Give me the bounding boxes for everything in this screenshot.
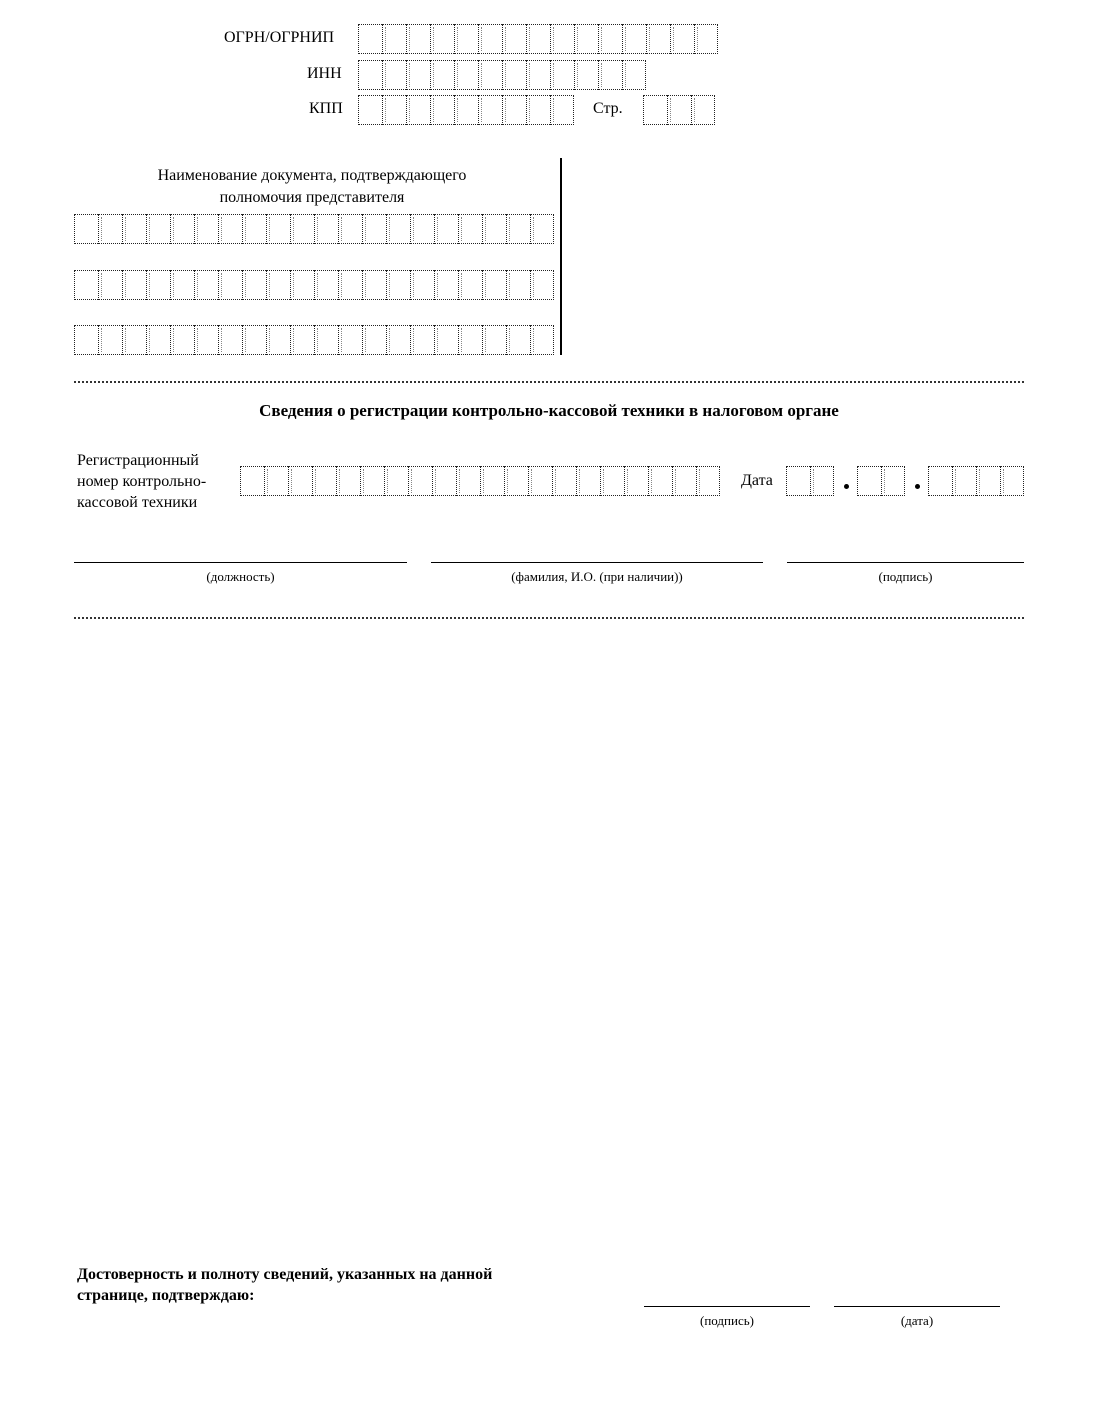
char-cell[interactable] xyxy=(458,270,482,300)
confirmation-text xyxy=(77,1264,492,1306)
date-separator-dot xyxy=(844,484,849,489)
char-cell[interactable] xyxy=(643,95,667,125)
char-cell[interactable] xyxy=(434,270,458,300)
page-number-input[interactable] xyxy=(643,95,715,125)
char-cell[interactable] xyxy=(122,214,146,244)
char-cell[interactable] xyxy=(194,325,218,355)
kpp-input[interactable] xyxy=(358,95,574,125)
char-cell[interactable] xyxy=(598,60,622,90)
char-cell[interactable] xyxy=(952,466,976,496)
char-cell[interactable] xyxy=(264,466,288,496)
char-cell[interactable] xyxy=(646,24,670,54)
char-cell[interactable] xyxy=(410,214,434,244)
char-cell[interactable] xyxy=(218,270,242,300)
char-cell[interactable] xyxy=(786,466,810,496)
char-cell[interactable] xyxy=(170,214,194,244)
char-cell[interactable] xyxy=(430,60,454,90)
char-cell[interactable] xyxy=(122,325,146,355)
footer-signature-caption: (подпись) xyxy=(700,1313,754,1328)
char-cell[interactable] xyxy=(550,95,574,125)
char-cell[interactable] xyxy=(530,270,554,300)
char-cell[interactable] xyxy=(410,270,434,300)
char-cell[interactable] xyxy=(667,95,691,125)
char-cell[interactable] xyxy=(312,466,336,496)
char-cell[interactable] xyxy=(406,60,430,90)
char-cell[interactable] xyxy=(360,466,384,496)
char-cell[interactable] xyxy=(290,214,314,244)
char-cell[interactable] xyxy=(218,325,242,355)
char-cell[interactable] xyxy=(362,325,386,355)
char-cell[interactable] xyxy=(502,95,526,125)
char-cell[interactable] xyxy=(648,466,672,496)
char-cell[interactable] xyxy=(98,270,122,300)
char-cell[interactable] xyxy=(382,60,406,90)
char-cell[interactable] xyxy=(98,325,122,355)
char-cell[interactable] xyxy=(314,214,338,244)
char-cell[interactable] xyxy=(242,270,266,300)
char-cell[interactable] xyxy=(408,466,432,496)
char-cell[interactable] xyxy=(526,60,550,90)
char-cell[interactable] xyxy=(506,325,530,355)
char-cell[interactable] xyxy=(74,325,98,355)
char-cell[interactable] xyxy=(458,214,482,244)
char-cell[interactable] xyxy=(122,270,146,300)
char-cell[interactable] xyxy=(506,214,530,244)
char-cell[interactable] xyxy=(314,270,338,300)
confirmation-line1: Достоверность и полноту сведений, указанных на данной xyxy=(77,1266,493,1283)
reg-number-label xyxy=(77,450,206,513)
footer-date-line[interactable] xyxy=(834,1306,1000,1307)
char-cell[interactable] xyxy=(432,466,456,496)
char-cell[interactable] xyxy=(454,24,478,54)
char-cell[interactable] xyxy=(530,325,554,355)
char-cell[interactable] xyxy=(194,214,218,244)
char-cell[interactable] xyxy=(362,270,386,300)
char-cell[interactable] xyxy=(74,214,98,244)
section-separator-bottom xyxy=(74,617,1024,619)
char-cell[interactable] xyxy=(386,325,410,355)
char-cell[interactable] xyxy=(74,270,98,300)
char-cell[interactable] xyxy=(146,214,170,244)
char-cell[interactable] xyxy=(338,214,362,244)
char-cell[interactable] xyxy=(434,325,458,355)
char-cell[interactable] xyxy=(454,95,478,125)
char-cell[interactable] xyxy=(170,270,194,300)
char-cell[interactable] xyxy=(576,466,600,496)
char-cell[interactable] xyxy=(504,466,528,496)
signature-line[interactable] xyxy=(787,562,1024,563)
char-cell[interactable] xyxy=(502,24,526,54)
kpp-label: КПП xyxy=(309,100,343,117)
char-cell[interactable] xyxy=(242,214,266,244)
inn-label: ИНН xyxy=(307,65,342,82)
char-cell[interactable] xyxy=(482,214,506,244)
representative-doc-row-1[interactable] xyxy=(74,214,554,244)
char-cell[interactable] xyxy=(406,24,430,54)
char-cell[interactable] xyxy=(672,466,696,496)
char-cell[interactable] xyxy=(406,95,430,125)
char-cell[interactable] xyxy=(456,466,480,496)
reg-number-label-line3: кассовой техники xyxy=(77,494,198,511)
char-cell[interactable] xyxy=(386,214,410,244)
char-cell[interactable] xyxy=(502,60,526,90)
char-cell[interactable] xyxy=(290,270,314,300)
footer-signature-line[interactable] xyxy=(644,1306,810,1307)
char-cell[interactable] xyxy=(266,214,290,244)
date-year-input[interactable] xyxy=(928,466,1024,496)
char-cell[interactable] xyxy=(622,60,646,90)
name-caption: (фамилия, И.О. (при наличии)) xyxy=(511,569,683,584)
char-cell[interactable] xyxy=(338,270,362,300)
date-label: Дата xyxy=(741,472,773,489)
registration-heading: Сведения о регистрации контрольно-кассовой техники в налоговом органе xyxy=(259,401,839,420)
char-cell[interactable] xyxy=(242,325,266,355)
char-cell[interactable] xyxy=(218,214,242,244)
char-cell[interactable] xyxy=(482,325,506,355)
date-day-input[interactable] xyxy=(786,466,834,496)
char-cell[interactable] xyxy=(478,24,502,54)
name-line[interactable] xyxy=(431,562,763,563)
ogrn-input[interactable] xyxy=(358,24,718,54)
char-cell[interactable] xyxy=(598,24,622,54)
footer-date-caption: (дата) xyxy=(900,1313,934,1328)
char-cell[interactable] xyxy=(530,214,554,244)
char-cell[interactable] xyxy=(338,325,362,355)
char-cell[interactable] xyxy=(288,466,312,496)
char-cell[interactable] xyxy=(526,95,550,125)
position-caption: (должность) xyxy=(206,569,275,584)
reg-number-label-line2: номер контрольно- xyxy=(77,473,207,490)
char-cell[interactable] xyxy=(454,60,478,90)
date-month-input[interactable] xyxy=(857,466,905,496)
char-cell[interactable] xyxy=(266,270,290,300)
char-cell[interactable] xyxy=(550,24,574,54)
char-cell[interactable] xyxy=(480,466,504,496)
position-line[interactable] xyxy=(74,562,407,563)
char-cell[interactable] xyxy=(290,325,314,355)
char-cell[interactable] xyxy=(362,214,386,244)
section-separator-top xyxy=(74,381,1024,383)
date-separator-dot xyxy=(915,484,920,489)
char-cell[interactable] xyxy=(976,466,1000,496)
reg-number-label-line1: Регистрационный xyxy=(77,452,199,469)
char-cell[interactable] xyxy=(482,270,506,300)
char-cell[interactable] xyxy=(434,214,458,244)
char-cell[interactable] xyxy=(574,60,598,90)
representative-doc-title-line1: Наименование документа, подтверждающего xyxy=(157,167,467,184)
char-cell[interactable] xyxy=(386,270,410,300)
char-cell[interactable] xyxy=(146,270,170,300)
char-cell[interactable] xyxy=(670,24,694,54)
char-cell[interactable] xyxy=(336,466,360,496)
char-cell[interactable] xyxy=(430,95,454,125)
reg-number-input[interactable] xyxy=(240,466,720,496)
char-cell[interactable] xyxy=(694,24,718,54)
char-cell[interactable] xyxy=(170,325,194,355)
char-cell[interactable] xyxy=(358,24,382,54)
char-cell[interactable] xyxy=(624,466,648,496)
representative-doc-title-line2: полномочия представителя xyxy=(219,189,405,206)
char-cell[interactable] xyxy=(552,466,576,496)
inn-input[interactable] xyxy=(358,60,646,90)
signature-caption: (подпись) xyxy=(878,569,933,584)
char-cell[interactable] xyxy=(528,466,552,496)
char-cell[interactable] xyxy=(1000,466,1024,496)
char-cell[interactable] xyxy=(928,466,952,496)
char-cell[interactable] xyxy=(574,24,598,54)
char-cell[interactable] xyxy=(458,325,482,355)
char-cell[interactable] xyxy=(857,466,881,496)
char-cell[interactable] xyxy=(881,466,905,496)
char-cell[interactable] xyxy=(526,24,550,54)
char-cell[interactable] xyxy=(410,325,434,355)
char-cell[interactable] xyxy=(194,270,218,300)
char-cell[interactable] xyxy=(810,466,834,496)
confirmation-line2: странице, подтверждаю: xyxy=(77,1287,255,1304)
char-cell[interactable] xyxy=(478,95,502,125)
ogrn-label: ОГРН/ОГРНИП xyxy=(224,29,335,46)
char-cell[interactable] xyxy=(382,24,406,54)
page-label: Стр. xyxy=(593,100,623,117)
char-cell[interactable] xyxy=(240,466,264,496)
char-cell[interactable] xyxy=(696,466,720,496)
char-cell[interactable] xyxy=(506,270,530,300)
char-cell[interactable] xyxy=(382,95,406,125)
char-cell[interactable] xyxy=(478,60,502,90)
char-cell[interactable] xyxy=(98,214,122,244)
char-cell[interactable] xyxy=(550,60,574,90)
char-cell[interactable] xyxy=(266,325,290,355)
char-cell[interactable] xyxy=(430,24,454,54)
char-cell[interactable] xyxy=(691,95,715,125)
char-cell[interactable] xyxy=(358,95,382,125)
char-cell[interactable] xyxy=(314,325,338,355)
vertical-divider xyxy=(560,158,562,355)
char-cell[interactable] xyxy=(600,466,624,496)
representative-doc-row-2[interactable] xyxy=(74,270,554,300)
representative-doc-row-3[interactable] xyxy=(74,325,554,355)
char-cell[interactable] xyxy=(384,466,408,496)
char-cell[interactable] xyxy=(622,24,646,54)
char-cell[interactable] xyxy=(358,60,382,90)
char-cell[interactable] xyxy=(146,325,170,355)
